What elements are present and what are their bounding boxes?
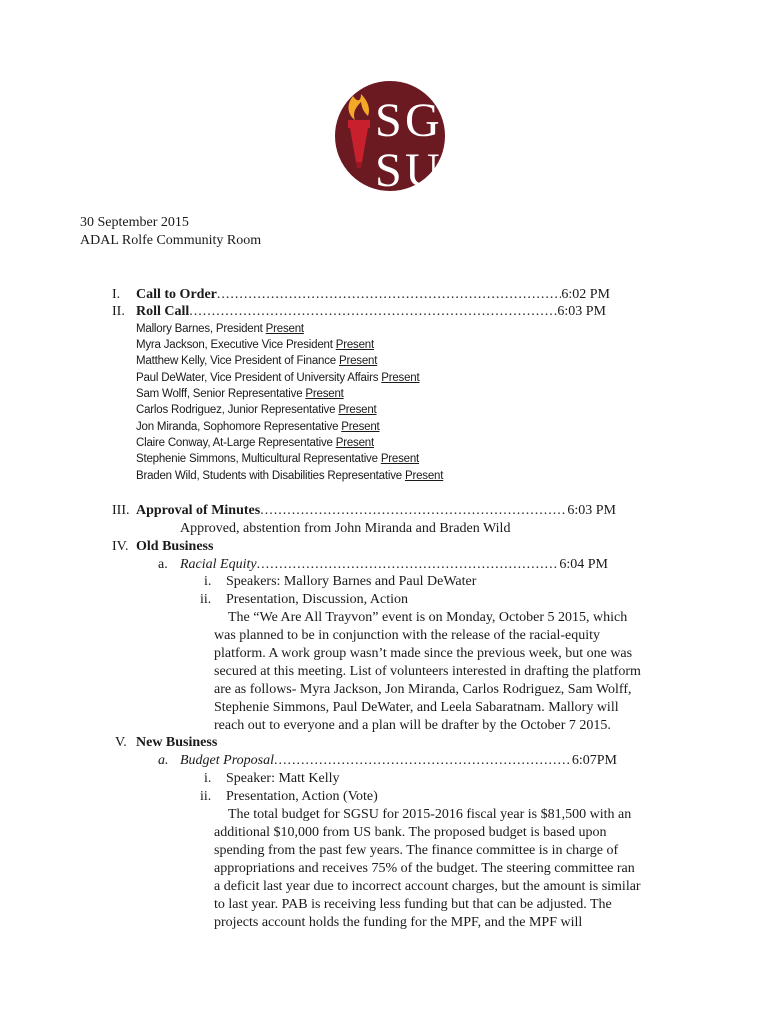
- section-num-2: II.: [112, 304, 125, 319]
- member-name: Sam Wolff, Senior Representative: [136, 388, 303, 400]
- leader-dots: [274, 752, 572, 769]
- procedure: Presentation, Action (Vote): [226, 789, 378, 804]
- member-status: Present: [335, 339, 374, 351]
- leader-dots: [217, 286, 562, 303]
- roll-call-item: [136, 402, 377, 419]
- member-name: Matthew Kelly, Vice President of Finance: [136, 355, 336, 367]
- approval-note: Approved, abstention from John Miranda and Braden Wild: [180, 521, 511, 536]
- item-budget-proposal: [180, 752, 617, 769]
- section-roll-call: [136, 303, 606, 320]
- member-name: Stephenie Simmons, Multicultural Representative: [136, 453, 378, 465]
- leader-dots: [257, 556, 560, 573]
- member-status: Present: [404, 470, 444, 482]
- item-time: 6:07PM: [571, 753, 617, 768]
- section-time: 6:02 PM: [561, 287, 610, 302]
- speakers: Speakers: Mallory Barnes and Paul DeWater: [226, 574, 477, 589]
- member-status: Present: [341, 421, 380, 433]
- item-title: Budget Proposal: [180, 753, 274, 768]
- member-name: Jon Miranda, Sophomore Representative: [136, 421, 339, 433]
- meeting-date: 30 September 2015: [80, 215, 189, 230]
- item-racial-equity: [180, 556, 608, 573]
- member-status: Present: [381, 372, 420, 384]
- section-title: Approval of Minutes: [136, 503, 261, 518]
- logo-letter-g: G: [405, 94, 440, 147]
- logo-letter-u: U: [405, 144, 440, 197]
- sub-num: ii.: [200, 789, 212, 804]
- member-status: Present: [338, 404, 377, 416]
- body-line: platform. A work group wasn’t made since the previous week, but one was: [214, 646, 633, 661]
- member-name: Myra Jackson, Executive Vice President: [136, 339, 333, 351]
- member-name: Mallory Barnes, President: [136, 323, 263, 335]
- section-num-4: IV.: [112, 539, 129, 554]
- section-approval-of-minutes: [136, 502, 616, 519]
- member-status: Present: [305, 388, 344, 400]
- speaker: Speaker: Matt Kelly: [226, 771, 340, 786]
- member-status: Present: [335, 437, 374, 449]
- body-line: The “We Are All Trayvon” event is on Monday, October 5 2015, which: [228, 610, 628, 625]
- roll-call-item: [136, 386, 344, 403]
- section-num-3: III.: [112, 503, 130, 518]
- body-line: spending from the past few years. The finance committee is in charge of: [214, 843, 619, 858]
- item-letter: a.: [158, 753, 169, 768]
- roll-call-item: [136, 337, 374, 354]
- meeting-location: ADAL Rolfe Community Room: [80, 233, 262, 248]
- roll-call-item: [136, 370, 420, 387]
- section-title: Roll Call: [136, 304, 190, 319]
- member-name: Claire Conway, At-Large Representative: [136, 437, 333, 449]
- section-new-business: New Business: [136, 735, 218, 750]
- section-num-5: V.: [115, 735, 127, 750]
- item-letter: a.: [158, 557, 168, 572]
- body-line: are as follows- Myra Jackson, Jon Miranda, Carlos Rodriguez, Sam Wolff,: [214, 682, 632, 697]
- body-line: secured at this meeting. List of volunteers interested in drafting the platform: [214, 664, 641, 679]
- body-line: Stephenie Simmons, Paul DeWater, and Leela Sabaratnam. Mallory will: [214, 700, 619, 715]
- section-time: 6:03 PM: [557, 304, 606, 319]
- member-name: Paul DeWater, Vice President of University Affairs: [136, 372, 379, 384]
- body-line: reach out to everyone and a plan will be drafter by the October 7 2015.: [214, 718, 611, 733]
- section-time: 6:03 PM: [567, 503, 616, 518]
- body-line: appropriations and receives 75% of the budget. The steering committee ran: [214, 861, 635, 876]
- roll-call-item: [136, 321, 304, 338]
- leader-dots: [260, 502, 567, 519]
- body-line: to last year. PAB is receiving less funding but that can be adjusted. The: [214, 897, 612, 912]
- sub-num: i.: [204, 771, 212, 786]
- body-line: The total budget for SGSU for 2015-2016 fiscal year is $81,500 with an: [228, 807, 632, 822]
- body-line: a deficit last year due to incorrect account charges, but the amount is similar: [214, 879, 641, 894]
- sgsu-logo: [335, 58, 445, 214]
- section-num-1: I.: [112, 287, 121, 302]
- member-status: Present: [338, 355, 378, 367]
- section-call-to-order: [136, 286, 610, 303]
- item-time: 6:04 PM: [559, 557, 608, 572]
- section-old-business: Old Business: [136, 539, 214, 554]
- procedure: Presentation, Discussion, Action: [226, 592, 408, 607]
- section-title: Call to Order: [136, 287, 217, 302]
- body-line: was planned to be in conjunction with the release of the racial-equity: [214, 628, 601, 643]
- roll-call-item: [136, 353, 377, 370]
- member-status: Present: [380, 453, 420, 465]
- roll-call-item: [136, 419, 380, 436]
- logo-letter-s2: S: [375, 144, 402, 197]
- member-status: Present: [265, 323, 304, 335]
- member-name: Carlos Rodriguez, Junior Representative: [136, 404, 336, 416]
- sub-num: i.: [204, 574, 212, 589]
- logo-letter-s1: S: [375, 94, 402, 147]
- body-line: projects account holds the funding for the MPF, and the MPF will: [214, 915, 583, 930]
- roll-call-item: [136, 468, 443, 485]
- leader-dots: [189, 303, 557, 320]
- member-name: Braden Wild, Students with Disabilities Representative: [136, 470, 402, 482]
- roll-call-item: [136, 435, 374, 452]
- item-title: Racial Equity: [180, 557, 257, 572]
- sub-num: ii.: [200, 592, 212, 607]
- roll-call-item: [136, 451, 419, 468]
- body-line: additional $10,000 from US bank. The proposed budget is based upon: [214, 825, 607, 840]
